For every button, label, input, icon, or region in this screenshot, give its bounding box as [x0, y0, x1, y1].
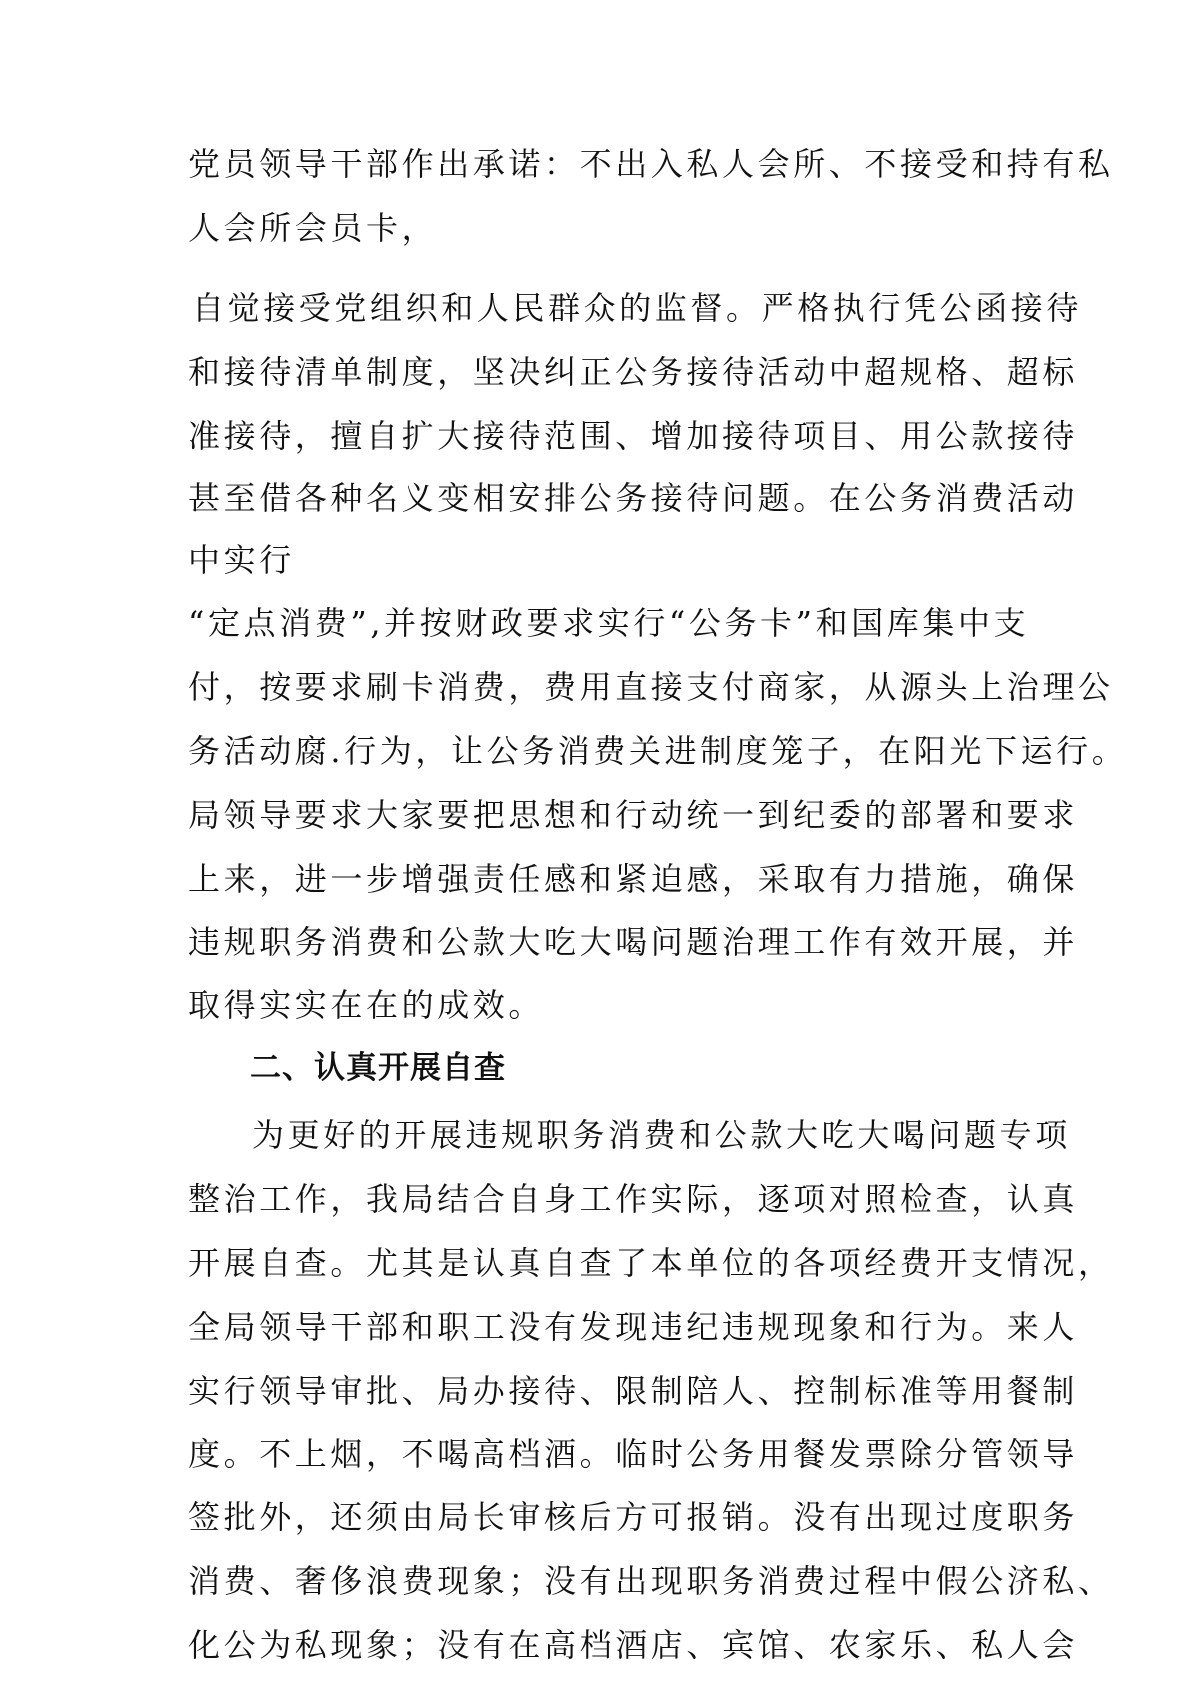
- section-heading: 二、认真开展自查: [250, 1050, 506, 1086]
- text-line: 违规职务消费和公款大吃大喝问题治理工作有效开展，并: [188, 923, 1079, 961]
- text-line: 和接待清单制度，坚决纠正公务接待活动中超规格、超标: [188, 353, 1079, 391]
- text-line: 上来，进一步增强责任感和紧迫感，采取有力措施，确保: [188, 860, 1079, 898]
- text-line: 准接待，擅自扩大接待范围、增加接待项目、用公款接待: [188, 417, 1079, 455]
- text-line: 为更好的开展违规职务消费和公款大吃大喝问题专项: [252, 1116, 1071, 1154]
- text-line: 签批外，还须由局长审核后方可报销。没有出现过度职务: [188, 1498, 1079, 1536]
- text-line: 甚至借各种名义变相安排公务接待问题。在公务消费活动: [188, 479, 1079, 517]
- text-line: 化公为私现象；没有在高档酒店、宾馆、农家乐、私人会: [188, 1626, 1079, 1664]
- text-line: 自觉接受党组织和人民群众的监督。严格执行凭公函接待: [192, 289, 1083, 327]
- text-line: 整治工作，我局结合自身工作实际，逐项对照检查，认真: [188, 1180, 1079, 1218]
- text-line: 实行领导审批、局办接待、限制陪人、控制标准等用餐制: [188, 1372, 1079, 1410]
- text-line: 务活动腐.行为，让公务消费关进制度笼子，在阳光下运行。: [188, 732, 1128, 770]
- text-line: 开展自查。尤其是认真自查了本单位的各项经费开支情况，: [188, 1244, 1114, 1282]
- text-line: 党员领导干部作出承诺：不出入私人会所、不接受和持有私: [188, 145, 1114, 183]
- text-line: 人会所会员卡，: [188, 209, 438, 247]
- text-line: 取得实实在在的成效。: [188, 986, 545, 1024]
- text-line: 中实行: [188, 541, 295, 579]
- text-line: 度。不上烟，不喝高档酒。临时公务用餐发票除分管领导: [188, 1435, 1079, 1473]
- text-line: 全局领导干部和职工没有发现违纪违规现象和行为。来人: [188, 1308, 1079, 1346]
- text-line: “定点消费”,并按财政要求实行“公务卡”和国库集中支: [188, 604, 1030, 642]
- text-line: 付，按要求刷卡消费，费用直接支付商家，从源头上治理公: [188, 668, 1114, 706]
- text-line: 消费、奢侈浪费现象；没有出现职务消费过程中假公济私、: [188, 1562, 1114, 1600]
- text-line: 局领导要求大家要把思想和行动统一到纪委的部署和要求: [188, 796, 1079, 834]
